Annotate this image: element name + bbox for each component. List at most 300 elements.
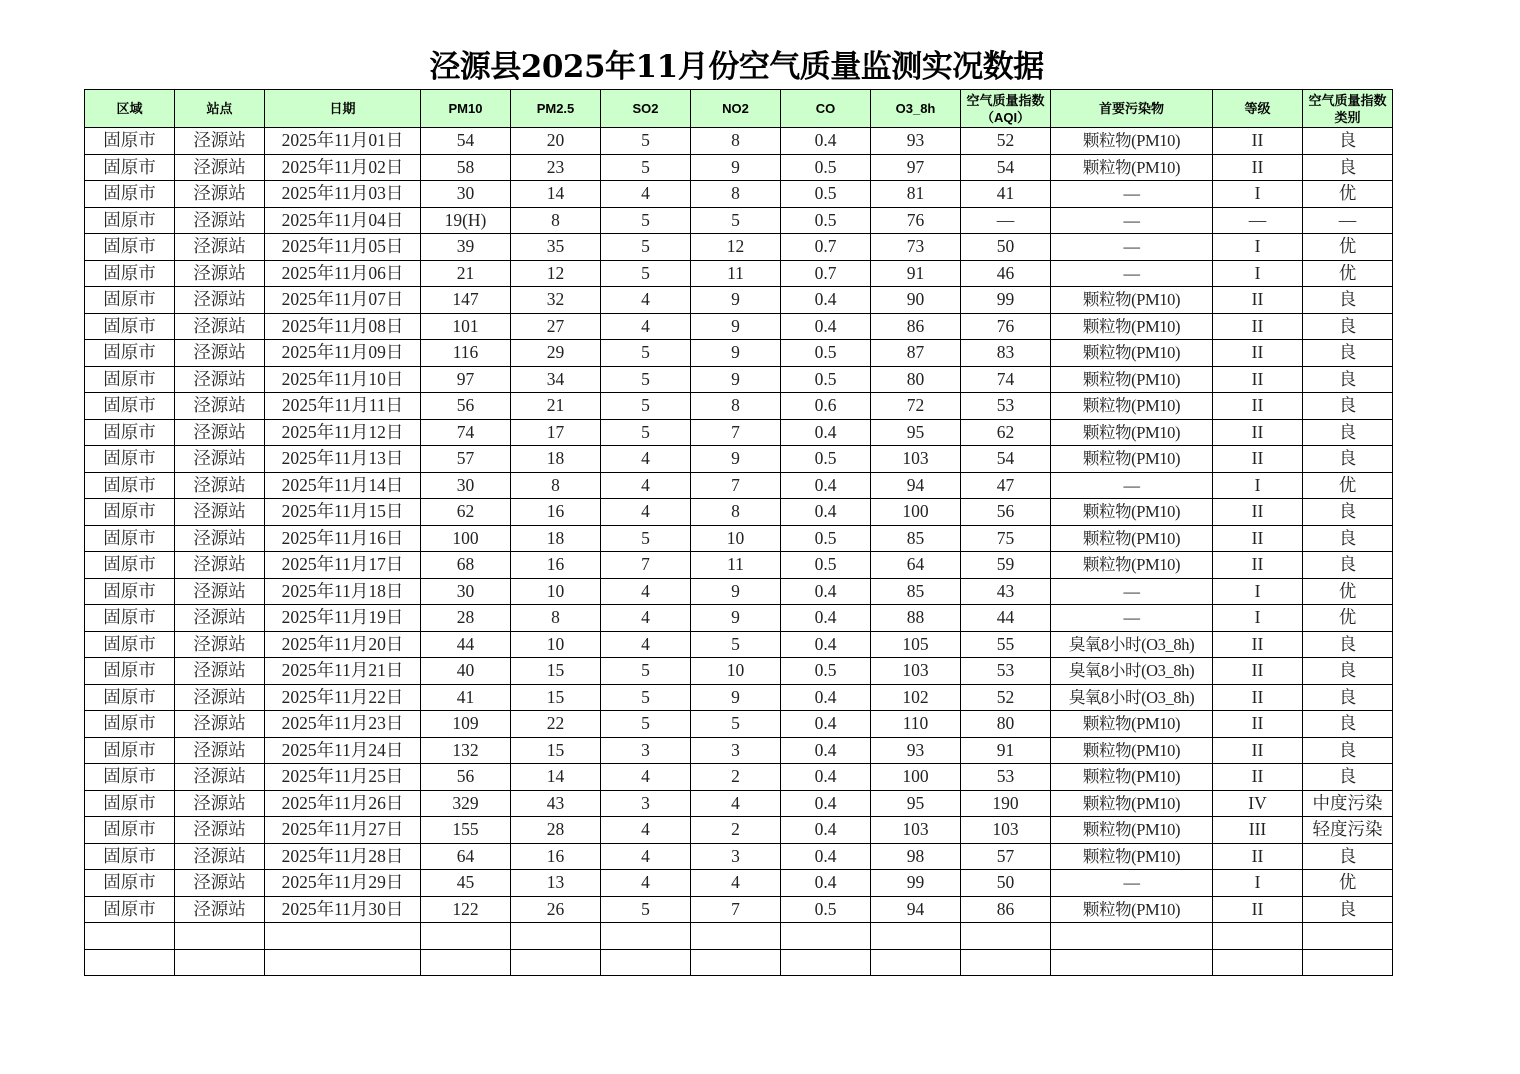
cell-aqi: 54 bbox=[961, 154, 1051, 181]
cell-pm10: 28 bbox=[421, 605, 511, 632]
cell-pm10: 122 bbox=[421, 896, 511, 923]
empty-cell bbox=[601, 949, 691, 976]
table-body bbox=[85, 128, 1393, 976]
cell-pm25: 15 bbox=[511, 684, 601, 711]
cell-date: 2025年11月18日 bbox=[265, 578, 421, 605]
cell-aqi-category: 良 bbox=[1303, 737, 1393, 764]
cell-so2: 3 bbox=[601, 790, 691, 817]
cell-so2: 4 bbox=[601, 817, 691, 844]
cell-pm10: 116 bbox=[421, 340, 511, 367]
cell-aqi: 75 bbox=[961, 525, 1051, 552]
cell-aqi-category: 良 bbox=[1303, 366, 1393, 393]
cell-primary-pollutant: — bbox=[1051, 260, 1213, 287]
cell-date: 2025年11月16日 bbox=[265, 525, 421, 552]
empty-cell bbox=[691, 949, 781, 976]
cell-aqi: 103 bbox=[961, 817, 1051, 844]
cell-station: 泾源站 bbox=[175, 525, 265, 552]
cell-o3-8h: 110 bbox=[871, 711, 961, 738]
cell-o3-8h: 103 bbox=[871, 817, 961, 844]
cell-aqi-category: 优 bbox=[1303, 260, 1393, 287]
cell-grade: II bbox=[1213, 711, 1303, 738]
cell-pm25: 23 bbox=[511, 154, 601, 181]
cell-station: 泾源站 bbox=[175, 207, 265, 234]
cell-o3-8h: 95 bbox=[871, 419, 961, 446]
cell-co: 0.4 bbox=[781, 843, 871, 870]
cell-station: 泾源站 bbox=[175, 234, 265, 261]
cell-pm25: 13 bbox=[511, 870, 601, 897]
cell-no2: 5 bbox=[691, 207, 781, 234]
cell-aqi: 53 bbox=[961, 393, 1051, 420]
cell-region: 固原市 bbox=[85, 631, 175, 658]
cell-pm10: 62 bbox=[421, 499, 511, 526]
cell-grade: II bbox=[1213, 658, 1303, 685]
cell-pm25: 21 bbox=[511, 393, 601, 420]
cell-pm25: 26 bbox=[511, 896, 601, 923]
cell-co: 0.5 bbox=[781, 525, 871, 552]
cell-region: 固原市 bbox=[85, 260, 175, 287]
cell-station: 泾源站 bbox=[175, 128, 265, 155]
cell-o3-8h: 90 bbox=[871, 287, 961, 314]
cell-pm10: 132 bbox=[421, 737, 511, 764]
cell-co: 0.4 bbox=[781, 419, 871, 446]
cell-aqi-category: 良 bbox=[1303, 711, 1393, 738]
cell-co: 0.4 bbox=[781, 472, 871, 499]
cell-no2: 3 bbox=[691, 843, 781, 870]
cell-aqi-category: 良 bbox=[1303, 287, 1393, 314]
cell-grade: II bbox=[1213, 393, 1303, 420]
cell-aqi: 50 bbox=[961, 234, 1051, 261]
cell-date: 2025年11月02日 bbox=[265, 154, 421, 181]
cell-aqi: 55 bbox=[961, 631, 1051, 658]
cell-pm10: 68 bbox=[421, 552, 511, 579]
cell-region: 固原市 bbox=[85, 446, 175, 473]
cell-pm10: 64 bbox=[421, 843, 511, 870]
cell-o3-8h: 72 bbox=[871, 393, 961, 420]
cell-aqi-category: 良 bbox=[1303, 340, 1393, 367]
table-row bbox=[85, 472, 1393, 499]
cell-station: 泾源站 bbox=[175, 711, 265, 738]
cell-so2: 4 bbox=[601, 843, 691, 870]
cell-o3-8h: 87 bbox=[871, 340, 961, 367]
cell-aqi-category: — bbox=[1303, 207, 1393, 234]
table-row bbox=[85, 578, 1393, 605]
cell-pm25: 32 bbox=[511, 287, 601, 314]
cell-date: 2025年11月22日 bbox=[265, 684, 421, 711]
cell-date: 2025年11月20日 bbox=[265, 631, 421, 658]
empty-cell bbox=[511, 949, 601, 976]
cell-grade: II bbox=[1213, 366, 1303, 393]
cell-no2: 4 bbox=[691, 870, 781, 897]
cell-aqi-category: 良 bbox=[1303, 154, 1393, 181]
cell-primary-pollutant: 颗粒物(PM10) bbox=[1051, 552, 1213, 579]
empty-cell bbox=[871, 949, 961, 976]
cell-o3-8h: 95 bbox=[871, 790, 961, 817]
cell-date: 2025年11月03日 bbox=[265, 181, 421, 208]
cell-region: 固原市 bbox=[85, 287, 175, 314]
cell-aqi-category: 良 bbox=[1303, 631, 1393, 658]
cell-grade: I bbox=[1213, 578, 1303, 605]
cell-no2: 9 bbox=[691, 340, 781, 367]
cell-region: 固原市 bbox=[85, 181, 175, 208]
cell-region: 固原市 bbox=[85, 870, 175, 897]
cell-date: 2025年11月14日 bbox=[265, 472, 421, 499]
cell-o3-8h: 100 bbox=[871, 499, 961, 526]
cell-no2: 4 bbox=[691, 790, 781, 817]
cell-grade: II bbox=[1213, 552, 1303, 579]
cell-date: 2025年11月28日 bbox=[265, 843, 421, 870]
cell-pm10: 56 bbox=[421, 393, 511, 420]
cell-pm10: 57 bbox=[421, 446, 511, 473]
cell-so2: 5 bbox=[601, 711, 691, 738]
cell-aqi: 46 bbox=[961, 260, 1051, 287]
cell-aqi: — bbox=[961, 207, 1051, 234]
cell-region: 固原市 bbox=[85, 764, 175, 791]
cell-pm10: 100 bbox=[421, 525, 511, 552]
cell-so2: 5 bbox=[601, 525, 691, 552]
cell-co: 0.5 bbox=[781, 658, 871, 685]
cell-grade: II bbox=[1213, 340, 1303, 367]
cell-co: 0.4 bbox=[781, 764, 871, 791]
cell-primary-pollutant: — bbox=[1051, 870, 1213, 897]
cell-aqi: 54 bbox=[961, 446, 1051, 473]
cell-region: 固原市 bbox=[85, 340, 175, 367]
cell-pm10: 56 bbox=[421, 764, 511, 791]
table-row bbox=[85, 419, 1393, 446]
empty-cell bbox=[871, 923, 961, 950]
cell-co: 0.4 bbox=[781, 870, 871, 897]
cell-date: 2025年11月05日 bbox=[265, 234, 421, 261]
empty-cell bbox=[961, 949, 1051, 976]
cell-aqi: 83 bbox=[961, 340, 1051, 367]
cell-primary-pollutant: 臭氧8小时(O3_8h) bbox=[1051, 684, 1213, 711]
cell-region: 固原市 bbox=[85, 128, 175, 155]
cell-so2: 4 bbox=[601, 870, 691, 897]
cell-pm10: 30 bbox=[421, 578, 511, 605]
table-row bbox=[85, 128, 1393, 155]
empty-cell bbox=[85, 949, 175, 976]
cell-station: 泾源站 bbox=[175, 472, 265, 499]
cell-o3-8h: 93 bbox=[871, 128, 961, 155]
cell-no2: 2 bbox=[691, 764, 781, 791]
cell-no2: 7 bbox=[691, 419, 781, 446]
cell-aqi: 53 bbox=[961, 764, 1051, 791]
cell-co: 0.5 bbox=[781, 896, 871, 923]
cell-so2: 4 bbox=[601, 472, 691, 499]
header-date: 日期 bbox=[265, 90, 421, 128]
cell-grade: II bbox=[1213, 684, 1303, 711]
cell-primary-pollutant: 颗粒物(PM10) bbox=[1051, 525, 1213, 552]
cell-co: 0.5 bbox=[781, 340, 871, 367]
cell-aqi: 52 bbox=[961, 128, 1051, 155]
cell-region: 固原市 bbox=[85, 419, 175, 446]
cell-aqi: 57 bbox=[961, 843, 1051, 870]
cell-co: 0.5 bbox=[781, 207, 871, 234]
cell-aqi: 62 bbox=[961, 419, 1051, 446]
cell-co: 0.4 bbox=[781, 605, 871, 632]
empty-cell bbox=[265, 949, 421, 976]
cell-aqi: 80 bbox=[961, 711, 1051, 738]
cell-o3-8h: 73 bbox=[871, 234, 961, 261]
cell-grade: I bbox=[1213, 472, 1303, 499]
cell-pm25: 43 bbox=[511, 790, 601, 817]
cell-so2: 5 bbox=[601, 128, 691, 155]
cell-aqi: 99 bbox=[961, 287, 1051, 314]
cell-station: 泾源站 bbox=[175, 896, 265, 923]
cell-co: 0.5 bbox=[781, 366, 871, 393]
cell-pm10: 155 bbox=[421, 817, 511, 844]
cell-o3-8h: 85 bbox=[871, 525, 961, 552]
cell-no2: 7 bbox=[691, 896, 781, 923]
cell-region: 固原市 bbox=[85, 658, 175, 685]
cell-date: 2025年11月10日 bbox=[265, 366, 421, 393]
cell-no2: 9 bbox=[691, 578, 781, 605]
cell-aqi: 43 bbox=[961, 578, 1051, 605]
cell-date: 2025年11月24日 bbox=[265, 737, 421, 764]
cell-pm25: 8 bbox=[511, 605, 601, 632]
cell-so2: 5 bbox=[601, 419, 691, 446]
cell-aqi-category: 优 bbox=[1303, 870, 1393, 897]
cell-so2: 4 bbox=[601, 181, 691, 208]
cell-primary-pollutant: — bbox=[1051, 578, 1213, 605]
cell-station: 泾源站 bbox=[175, 419, 265, 446]
table-row bbox=[85, 658, 1393, 685]
cell-so2: 5 bbox=[601, 393, 691, 420]
cell-so2: 4 bbox=[601, 287, 691, 314]
cell-o3-8h: 97 bbox=[871, 154, 961, 181]
cell-no2: 8 bbox=[691, 181, 781, 208]
cell-aqi: 44 bbox=[961, 605, 1051, 632]
cell-pm10: 39 bbox=[421, 234, 511, 261]
cell-pm10: 97 bbox=[421, 366, 511, 393]
cell-no2: 8 bbox=[691, 499, 781, 526]
cell-grade: II bbox=[1213, 446, 1303, 473]
table-row bbox=[85, 631, 1393, 658]
cell-so2: 5 bbox=[601, 207, 691, 234]
table-row bbox=[85, 234, 1393, 261]
cell-date: 2025年11月19日 bbox=[265, 605, 421, 632]
table-row bbox=[85, 764, 1393, 791]
cell-so2: 5 bbox=[601, 340, 691, 367]
cell-pm10: 58 bbox=[421, 154, 511, 181]
cell-station: 泾源站 bbox=[175, 631, 265, 658]
empty-cell bbox=[1303, 923, 1393, 950]
cell-co: 0.7 bbox=[781, 234, 871, 261]
table-row bbox=[85, 313, 1393, 340]
cell-pm25: 15 bbox=[511, 737, 601, 764]
cell-pm10: 30 bbox=[421, 181, 511, 208]
cell-aqi-category: 良 bbox=[1303, 128, 1393, 155]
cell-aqi-category: 良 bbox=[1303, 658, 1393, 685]
cell-no2: 9 bbox=[691, 446, 781, 473]
cell-pm10: 54 bbox=[421, 128, 511, 155]
empty-cell bbox=[781, 923, 871, 950]
cell-pm10: 74 bbox=[421, 419, 511, 446]
table-row bbox=[85, 711, 1393, 738]
cell-co: 0.5 bbox=[781, 154, 871, 181]
table-row bbox=[85, 684, 1393, 711]
cell-date: 2025年11月07日 bbox=[265, 287, 421, 314]
cell-pm25: 8 bbox=[511, 207, 601, 234]
table-row bbox=[85, 207, 1393, 234]
cell-no2: 12 bbox=[691, 234, 781, 261]
cell-grade: II bbox=[1213, 313, 1303, 340]
header-co: CO bbox=[781, 90, 871, 128]
cell-station: 泾源站 bbox=[175, 658, 265, 685]
cell-region: 固原市 bbox=[85, 154, 175, 181]
cell-station: 泾源站 bbox=[175, 287, 265, 314]
cell-aqi-category: 优 bbox=[1303, 472, 1393, 499]
table-row bbox=[85, 260, 1393, 287]
cell-aqi: 86 bbox=[961, 896, 1051, 923]
cell-grade: II bbox=[1213, 499, 1303, 526]
cell-pm25: 20 bbox=[511, 128, 601, 155]
cell-no2: 11 bbox=[691, 260, 781, 287]
cell-o3-8h: 99 bbox=[871, 870, 961, 897]
cell-region: 固原市 bbox=[85, 605, 175, 632]
cell-no2: 9 bbox=[691, 313, 781, 340]
table-row bbox=[85, 393, 1393, 420]
cell-pm10: 40 bbox=[421, 658, 511, 685]
cell-aqi-category: 优 bbox=[1303, 605, 1393, 632]
cell-region: 固原市 bbox=[85, 313, 175, 340]
cell-aqi-category: 良 bbox=[1303, 313, 1393, 340]
cell-grade: II bbox=[1213, 419, 1303, 446]
cell-o3-8h: 103 bbox=[871, 658, 961, 685]
cell-o3-8h: 86 bbox=[871, 313, 961, 340]
cell-o3-8h: 85 bbox=[871, 578, 961, 605]
cell-primary-pollutant: 颗粒物(PM10) bbox=[1051, 313, 1213, 340]
cell-date: 2025年11月12日 bbox=[265, 419, 421, 446]
cell-region: 固原市 bbox=[85, 684, 175, 711]
cell-region: 固原市 bbox=[85, 817, 175, 844]
cell-pm25: 14 bbox=[511, 764, 601, 791]
cell-aqi-category: 良 bbox=[1303, 764, 1393, 791]
table-row bbox=[85, 154, 1393, 181]
cell-date: 2025年11月01日 bbox=[265, 128, 421, 155]
cell-aqi: 91 bbox=[961, 737, 1051, 764]
cell-o3-8h: 76 bbox=[871, 207, 961, 234]
empty-row bbox=[85, 923, 1393, 950]
page-title: 泾源县2025年11月份空气质量监测实况数据 bbox=[429, 49, 1044, 85]
cell-so2: 5 bbox=[601, 684, 691, 711]
cell-pm25: 14 bbox=[511, 181, 601, 208]
empty-cell bbox=[85, 923, 175, 950]
cell-primary-pollutant: 臭氧8小时(O3_8h) bbox=[1051, 658, 1213, 685]
cell-date: 2025年11月09日 bbox=[265, 340, 421, 367]
table-row bbox=[85, 525, 1393, 552]
cell-so2: 3 bbox=[601, 737, 691, 764]
cell-pm25: 16 bbox=[511, 552, 601, 579]
cell-aqi: 50 bbox=[961, 870, 1051, 897]
cell-o3-8h: 64 bbox=[871, 552, 961, 579]
cell-primary-pollutant: 颗粒物(PM10) bbox=[1051, 896, 1213, 923]
cell-date: 2025年11月30日 bbox=[265, 896, 421, 923]
cell-grade: II bbox=[1213, 631, 1303, 658]
cell-so2: 5 bbox=[601, 896, 691, 923]
cell-o3-8h: 100 bbox=[871, 764, 961, 791]
cell-pm25: 18 bbox=[511, 525, 601, 552]
cell-aqi-category: 优 bbox=[1303, 234, 1393, 261]
cell-region: 固原市 bbox=[85, 393, 175, 420]
cell-co: 0.4 bbox=[781, 684, 871, 711]
cell-primary-pollutant: 颗粒物(PM10) bbox=[1051, 737, 1213, 764]
empty-cell bbox=[175, 923, 265, 950]
cell-primary-pollutant: 颗粒物(PM10) bbox=[1051, 499, 1213, 526]
cell-pm25: 12 bbox=[511, 260, 601, 287]
table-row bbox=[85, 790, 1393, 817]
cell-aqi-category: 良 bbox=[1303, 684, 1393, 711]
cell-pm25: 15 bbox=[511, 658, 601, 685]
table-row bbox=[85, 552, 1393, 579]
cell-date: 2025年11月15日 bbox=[265, 499, 421, 526]
cell-primary-pollutant: 颗粒物(PM10) bbox=[1051, 340, 1213, 367]
cell-station: 泾源站 bbox=[175, 764, 265, 791]
empty-cell bbox=[421, 923, 511, 950]
cell-pm25: 22 bbox=[511, 711, 601, 738]
cell-date: 2025年11月08日 bbox=[265, 313, 421, 340]
cell-primary-pollutant: 颗粒物(PM10) bbox=[1051, 419, 1213, 446]
cell-date: 2025年11月17日 bbox=[265, 552, 421, 579]
cell-region: 固原市 bbox=[85, 234, 175, 261]
cell-grade: IV bbox=[1213, 790, 1303, 817]
cell-date: 2025年11月29日 bbox=[265, 870, 421, 897]
cell-grade: I bbox=[1213, 870, 1303, 897]
header-primary-pollutant: 首要污染物 bbox=[1051, 90, 1213, 128]
cell-aqi-category: 良 bbox=[1303, 393, 1393, 420]
cell-station: 泾源站 bbox=[175, 578, 265, 605]
table-row bbox=[85, 181, 1393, 208]
header-o3-8h: O3_8h bbox=[871, 90, 961, 128]
cell-grade: II bbox=[1213, 843, 1303, 870]
cell-grade: II bbox=[1213, 128, 1303, 155]
cell-so2: 4 bbox=[601, 578, 691, 605]
cell-pm10: 19(H) bbox=[421, 207, 511, 234]
cell-so2: 4 bbox=[601, 764, 691, 791]
cell-pm25: 35 bbox=[511, 234, 601, 261]
cell-date: 2025年11月27日 bbox=[265, 817, 421, 844]
cell-station: 泾源站 bbox=[175, 790, 265, 817]
cell-o3-8h: 94 bbox=[871, 472, 961, 499]
cell-station: 泾源站 bbox=[175, 393, 265, 420]
cell-region: 固原市 bbox=[85, 552, 175, 579]
cell-pm25: 28 bbox=[511, 817, 601, 844]
cell-o3-8h: 88 bbox=[871, 605, 961, 632]
cell-pm10: 101 bbox=[421, 313, 511, 340]
cell-station: 泾源站 bbox=[175, 313, 265, 340]
empty-cell bbox=[421, 949, 511, 976]
cell-so2: 5 bbox=[601, 366, 691, 393]
cell-aqi: 59 bbox=[961, 552, 1051, 579]
cell-so2: 4 bbox=[601, 631, 691, 658]
header-region: 区域 bbox=[85, 90, 175, 128]
cell-primary-pollutant: — bbox=[1051, 181, 1213, 208]
table-row bbox=[85, 340, 1393, 367]
air-quality-table bbox=[84, 89, 1393, 976]
header-grade: 等级 bbox=[1213, 90, 1303, 128]
cell-region: 固原市 bbox=[85, 737, 175, 764]
cell-aqi-category: 良 bbox=[1303, 843, 1393, 870]
header-so2: SO2 bbox=[601, 90, 691, 128]
empty-cell bbox=[961, 923, 1051, 950]
cell-station: 泾源站 bbox=[175, 181, 265, 208]
cell-station: 泾源站 bbox=[175, 366, 265, 393]
cell-pm25: 27 bbox=[511, 313, 601, 340]
cell-o3-8h: 94 bbox=[871, 896, 961, 923]
cell-primary-pollutant: 颗粒物(PM10) bbox=[1051, 446, 1213, 473]
cell-region: 固原市 bbox=[85, 711, 175, 738]
cell-pm10: 41 bbox=[421, 684, 511, 711]
cell-pm10: 109 bbox=[421, 711, 511, 738]
